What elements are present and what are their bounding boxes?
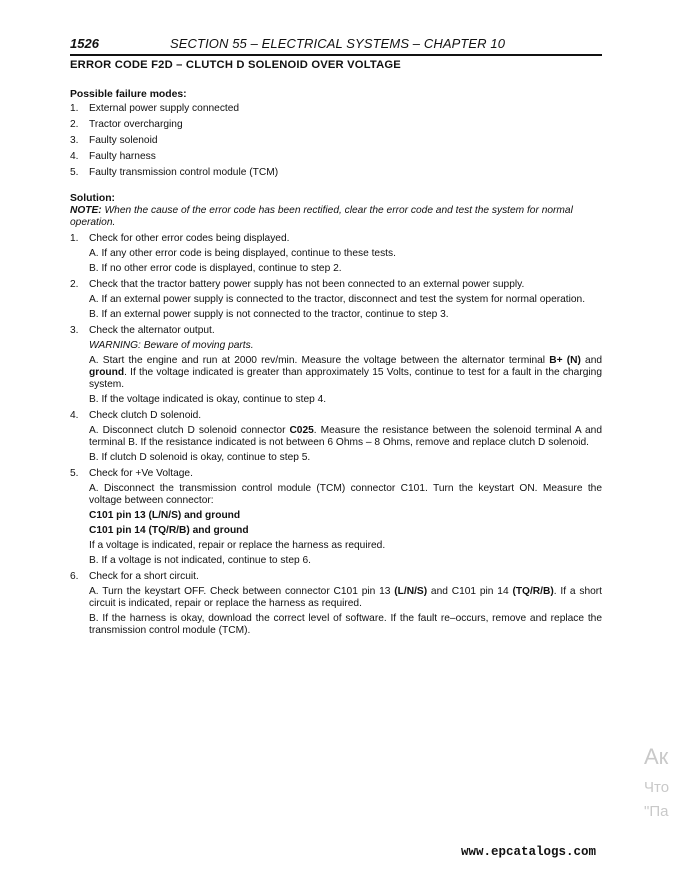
step-3: 3. Check the alternator output. [70,325,215,336]
step-5-b: B. If a voltage is not indicated, continue to step 6. [89,555,312,566]
page-header [70,36,602,53]
step-3-b: B. If the voltage indicated is okay, continue to step 4. [89,394,327,405]
step-6-b: B. If the harness is okay, download the correct level of software. If the fault re–occurs, remove and replace the transmission control module (TCM). [89,613,602,636]
site-url: www.epcatalogs.com [461,845,597,859]
page-number: 1526 [70,36,99,51]
note-text: When the cause of the error code has been rectified, clear the error code and test the system for normal operation. [70,205,573,228]
failure-modes-heading: Possible failure modes: [70,89,187,100]
step-4-b: B. If clutch D solenoid is okay, continue to step 5. [89,452,311,463]
watermark-line-1: Ак [644,744,669,769]
note-label: NOTE: [70,205,102,216]
list-item: 5. Faulty transmission control module (TCM) [70,167,279,178]
step-6-a: A. Turn the keystart OFF. Check between connector C101 pin 13 (L/N/S) and C101 pin 14 (TQ/R/B). If a short circuit is indicated, repair or replace the harness as required. [89,586,602,609]
step-4: 4. Check clutch D solenoid. [70,410,202,421]
step-3-a: A. Start the engine and run at 2000 rev/min. Measure the voltage between the alternator terminal B+ (N) and ground. If the voltage indicated is greater than approximately 15 Volts, continue to test for a fault in the charging system. [89,355,603,390]
list-item: 3. Faulty solenoid [70,135,158,146]
step-5-a: A. Disconnect the transmission control module (TCM) connector C101. Turn the keystart ON. Measure the voltage between connector: [89,483,602,506]
list-item: 1. External power supply connected [70,103,240,114]
note [70,205,602,229]
step-5-line-2: C101 pin 14 (TQ/R/B) and ground [89,525,249,536]
step-2-a: A. If an external power supply is connected to the tractor, disconnect and test the system for normal operation. [89,294,586,305]
step-3-warning: WARNING: Beware of moving parts. [89,340,254,351]
error-code-title: ERROR CODE F2D – CLUTCH D SOLENOID OVER VOLTAGE [70,59,401,71]
solution-heading: Solution: [70,193,116,204]
step-4-a: A. Disconnect clutch D solenoid connector C025. Measure the resistance between the solenoid terminal A and terminal B. If the resistance indicated is not between 6 Ohms – 8 Ohms, remove and replace clutch D solenoid. [89,425,603,448]
step-1-a: A. If any other error code is being displayed, continue to these tests. [89,248,396,259]
step-5-line-1: C101 pin 13 (L/N/S) and ground [89,510,241,521]
list-item: 2. Tractor overcharging [70,119,183,130]
watermark-line-2: Что [644,779,670,796]
step-1: 1. Check for other error codes being displayed. [70,233,290,244]
step-1-b: B. If no other error code is displayed, continue to step 2. [89,263,342,274]
step-5-c: If a voltage is indicated, repair or replace the harness as required. [89,540,386,551]
step-2-b: B. If an external power supply is not connected to the tractor, continue to step 3. [89,309,449,320]
manual-page [70,36,602,637]
failure-modes-list [70,102,602,179]
watermark-line-3: "Па [644,803,669,820]
list-item: 4. Faulty harness [70,151,156,162]
header-rule [70,54,602,56]
step-2: 2. Check that the tractor battery power supply has not been connected to an external power supply. [70,279,525,290]
section-title: SECTION 55 – ELECTRICAL SYSTEMS – CHAPTER 10 [170,36,506,51]
step-5: 5. Check for +Ve Voltage. [70,468,193,479]
step-6: 6. Check for a short circuit. [70,571,199,582]
